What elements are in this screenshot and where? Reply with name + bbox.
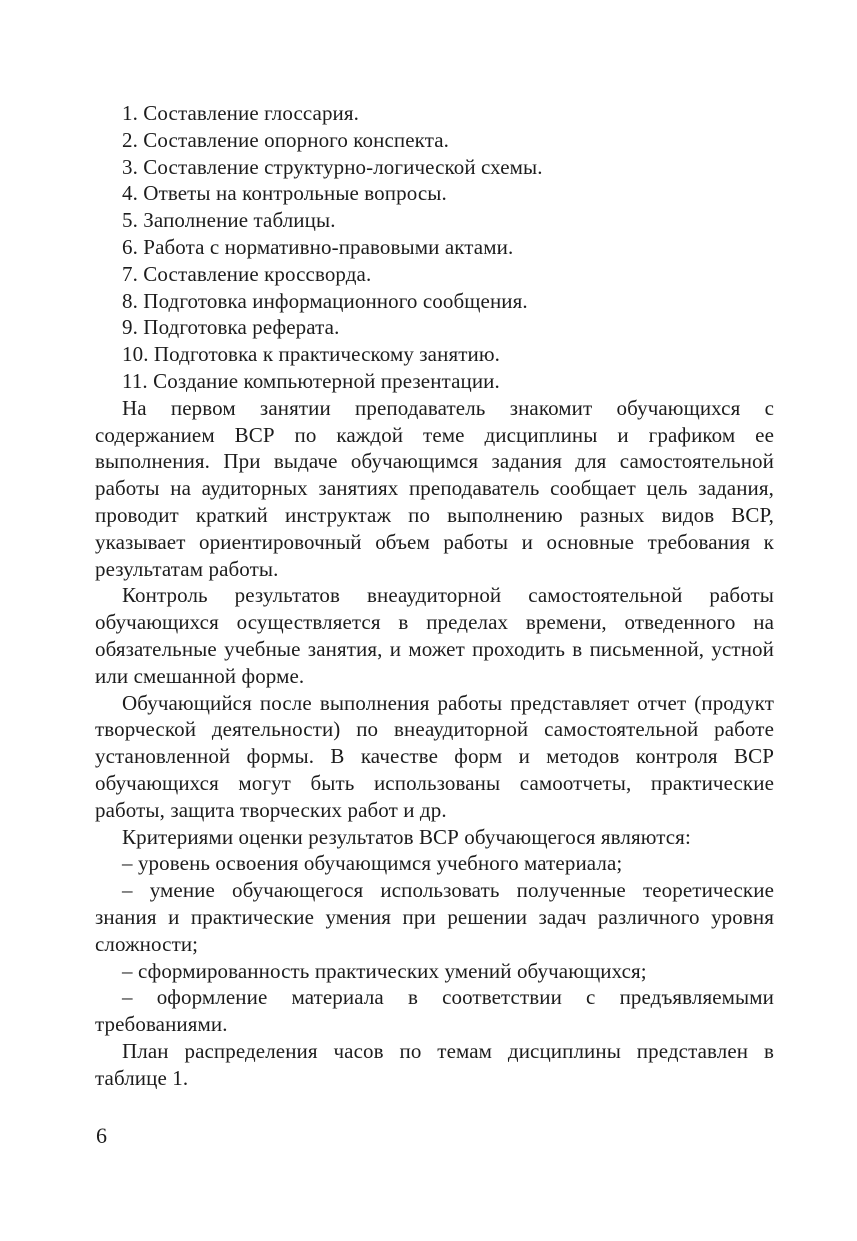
page-body <box>95 100 774 1091</box>
criteria-item: – сформированность практических умений обучающихся; <box>122 958 647 983</box>
criteria-intro-paragraph: Критериями оценки результатов ВСР обучающегося являются: <box>122 824 691 849</box>
numbered-list-item: 1. Составление глоссария. <box>122 101 360 125</box>
body-paragraph: На первом занятии преподаватель знакомит обучающихся с содержанием ВСР по каждой теме дисциплины и графиком ее выполнения. При выдаче обучающимся задания для самостоятельной работы на аудиторных занятиях преподаватель сообщает цель задания, проводит краткий инструктаж по выполнению разных видов ВСР, указывает ориентировочный объем работы и основные требования к результатам работы. <box>95 395 774 581</box>
numbered-list-item: 6. Работа с нормативно-правовыми актами. <box>122 234 514 259</box>
numbered-list-item: 8. Подготовка информационного сообщения. <box>122 288 528 313</box>
numbered-list-item: 7. Составление кроссворда. <box>122 261 372 286</box>
criteria-item: – уровень освоения обучающимся учебного материала; <box>122 851 623 876</box>
numbered-list-item: 2. Составление опорного конспекта. <box>122 127 449 152</box>
numbered-list-item: 11. Создание компьютерной презентации. <box>122 368 500 393</box>
criteria-item: – оформление материала в соответствии с предъявляемыми требованиями. <box>95 985 774 1037</box>
criteria-item: – умение обучающегося использовать полученные теоретические знания и практические умения при решении задач различного уровня сложности; <box>95 878 774 956</box>
numbered-list-item: 3. Составление структурно-логической схемы. <box>122 154 543 179</box>
numbered-list-item: 5. Заполнение таблицы. <box>122 208 336 233</box>
page-number: 6 <box>96 1123 107 1148</box>
numbered-list-item: 9. Подготовка реферата. <box>122 315 340 340</box>
numbered-list-item: 4. Ответы на контрольные вопросы. <box>122 181 447 206</box>
closing-paragraph: План распределения часов по темам дисциплины представлен в таблице 1. <box>95 1038 774 1090</box>
body-paragraph: Обучающийся после выполнения работы представляет отчет (продукт творческой деятельности) по внеаудиторной самостоятельной работе установленной формы. В качестве форм и методов контроля ВСР обучающихся могут быть использованы самоотчеты, практические работы, защита творческих работ и др. <box>95 690 774 822</box>
numbered-list-item: 10. Подготовка к практическому занятию. <box>122 342 500 367</box>
body-paragraph: Контроль результатов внеаудиторной самостоятельной работы обучающихся осуществляется в пределах времени, отведенного на обязательные учебные занятия, и может проходить в письменной, устной или смешанной форме. <box>95 583 774 688</box>
